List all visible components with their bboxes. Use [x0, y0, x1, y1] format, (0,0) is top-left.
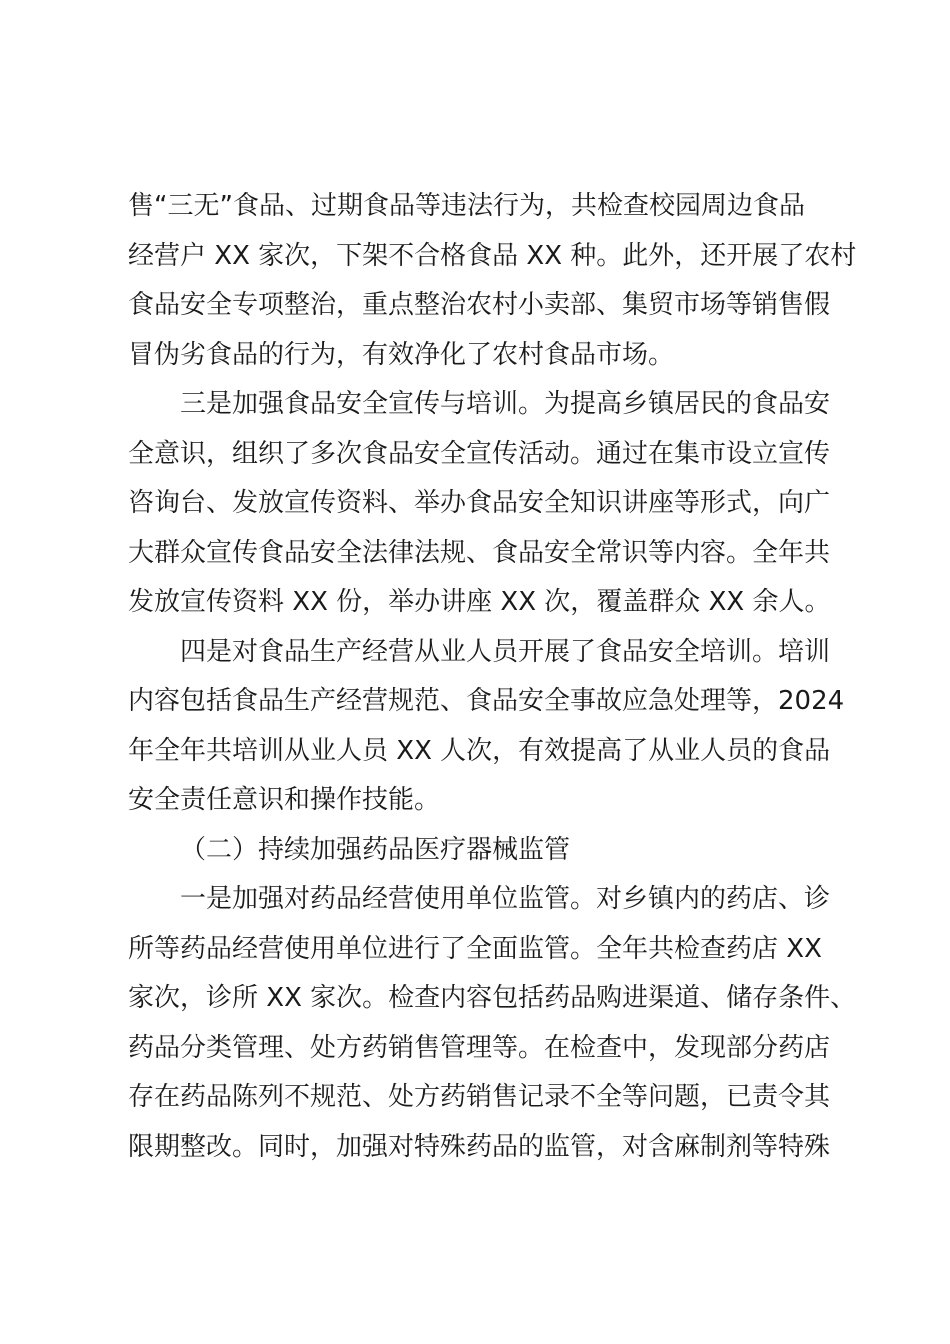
paragraph-line: 全意识，组织了多次食品安全宣传活动。通过在集市设立宣传	[128, 438, 831, 469]
paragraph-line: 安全责任意识和操作技能。	[128, 785, 441, 815]
paragraph-line: 食品安全专项整治，重点整治农村小卖部、集贸市场等销售假	[128, 290, 831, 320]
paragraph-line: 限期整改。同时，加强对特殊药品的监管，对含麻制剂等特殊	[128, 1131, 831, 1162]
paragraph-first-line: 四是对食品生产经营从业人员开展了食品安全培训。培训	[180, 636, 831, 667]
paragraph-line: 售“三无”食品、过期食品等违法行为，共检查校园周边食品	[128, 191, 805, 221]
paragraph-line: 所等药品经营使用单位进行了全面监管。全年共检查药店 XX	[128, 933, 822, 964]
paragraph-line: 存在药品陈列不规范、处方药销售记录不全等问题，已责令其	[128, 1082, 831, 1112]
paragraph-first-line: 一是加强对药品经营使用单位监管。对乡镇内的药店、诊	[180, 884, 831, 914]
paragraph-line: 经营户 XX 家次，下架不合格食品 XX 种。此外，还开展了农村	[128, 240, 857, 271]
paragraph-line: 家次，诊所 XX 家次。检查内容包括药品购进渠道、储存条件、	[128, 983, 857, 1013]
document-body	[128, 182, 857, 1172]
paragraph-line: 发放宣传资料 XX 份，举办讲座 XX 次，覆盖群众 XX 余人。	[128, 587, 831, 617]
paragraph-line: 冒伪劣食品的行为，有效净化了农村食品市场。	[128, 339, 675, 370]
section-heading: （二）持续加强药品医疗器械监管	[180, 834, 571, 865]
paragraph-line: 药品分类管理、处方药销售管理等。在检查中，发现部分药店	[128, 1032, 831, 1063]
paragraph-line: 内容包括食品生产经营规范、食品安全事故应急处理等，2024	[128, 686, 845, 716]
paragraph-line: 咨询台、发放宣传资料、举办食品安全知识讲座等形式，向广	[128, 488, 831, 518]
paragraph-line: 大群众宣传食品安全法律法规、食品安全常识等内容。全年共	[128, 537, 831, 568]
paragraph-line: 年全年共培训从业人员 XX 人次，有效提高了从业人员的食品	[128, 735, 831, 766]
paragraph-first-line: 三是加强食品安全宣传与培训。为提高乡镇居民的食品安	[180, 389, 831, 419]
